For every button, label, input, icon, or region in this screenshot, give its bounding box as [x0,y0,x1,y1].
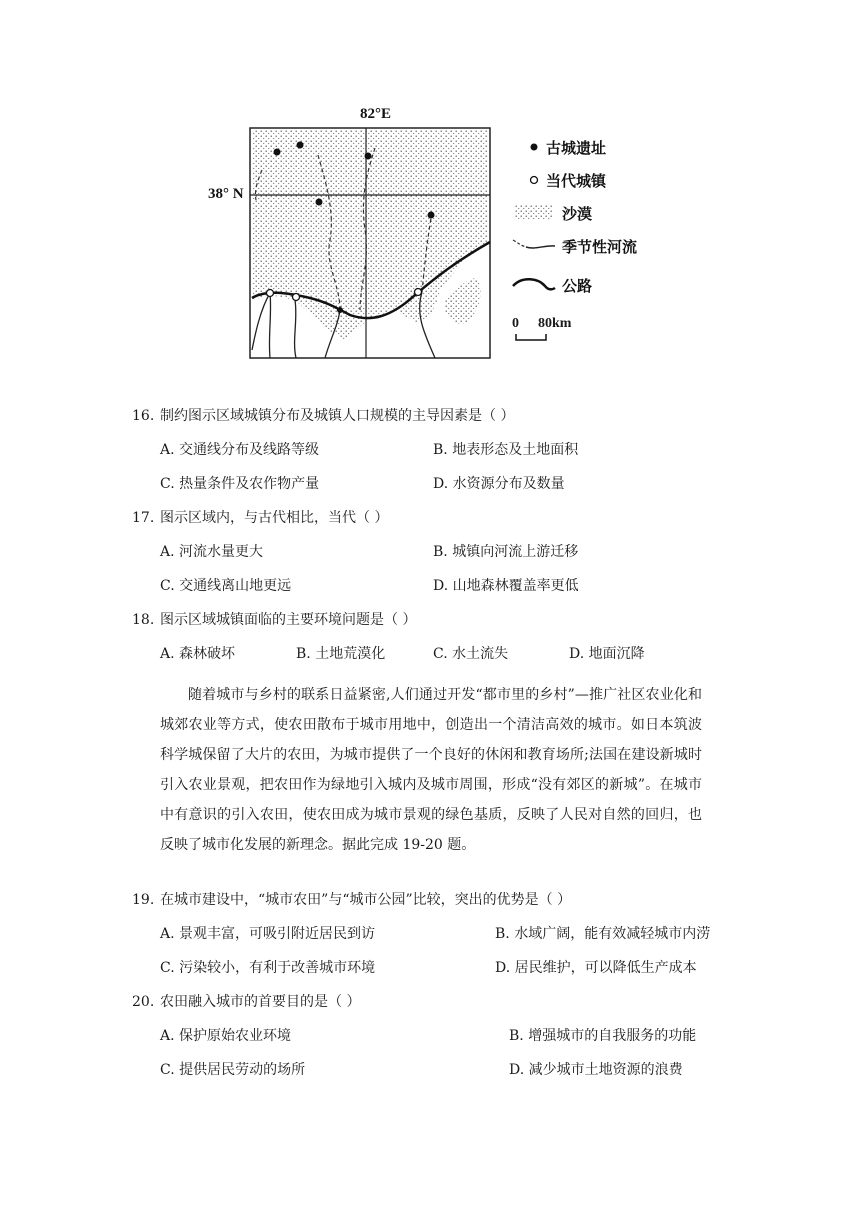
option-b: B. 增强城市的自我服务的功能 [509,1028,697,1044]
modern-town [293,294,300,301]
longitude-label: 82°E [360,106,392,122]
option-b: B. 地表形态及土地面积 [433,442,579,458]
option-d: D. 水资源分布及数量 [433,476,565,492]
option-c: C. 热量条件及农作物产量 [160,476,320,492]
legend-ancient-city: 古城遗址 [546,139,607,157]
scale-bar [516,334,546,340]
question-number: 16. [132,408,155,424]
reading-passage: 随着城市与乡村的联系日益紧密,人们通过开发“都市里的乡村”—推广社区农业化和城郊农业等方式，使农田散布于城市用地中，创造出一个清洁高效的城市。如日本筑波科学城保留了大片的农田，为城市提供了一个良好的休闲和教育场所;法国在建设新城时引入农业景观，把农田作为绿地引入城内及城市周围，形成“没有郊区的新城”。在城市中有意识的引入农田，使农田成为城市景观的绿色基质，反映了人民对自然的回归，也反映了城市化发展的新理念。据此完成 19-20 题。 [160,687,702,853]
option-b: B. 城镇向河流上游迁移 [433,544,579,560]
option-d: D. 减少城市土地资源的浪费 [509,1062,683,1078]
map-figure [200,100,680,370]
option-c: C. 交通线离山地更远 [160,578,292,594]
option-a: A. 景观丰富，可吸引附近居民到访 [160,926,376,942]
legend-seasonal-river: 季节性河流 [562,238,638,256]
ancient-city-site [428,212,435,219]
option-a: A. 河流水量更大 [160,544,264,560]
scale-zero: 0 [512,316,519,331]
option-c: C. 提供居民劳动的场所 [160,1062,306,1078]
option-b: B. 水域广阔，能有效减轻城市内涝 [495,926,711,942]
scale-label: 80km [538,316,572,331]
desert-swatch-icon [515,204,553,220]
option-c: C. 污染较小，有利于改善城市环境 [160,960,376,976]
ancient-city-site [337,307,343,313]
road-line-icon [513,279,555,289]
question-stem: 制约图示区域城镇分布及城镇人口规模的主导因素是（ ） [160,408,515,424]
question-number: 17. [132,510,155,526]
legend-desert: 沙漠 [562,205,593,223]
question-number: 20. [132,994,155,1010]
option-a: A. 森林破坏 [160,646,236,662]
latitude-label: 38° N [208,186,244,202]
question-stem: 图示区域内，与古代相比，当代（ ） [160,510,389,526]
question-stem: 在城市建设中，“城市农田”与“城市公园”比较，突出的优势是（ ） [160,892,572,908]
option-a: A. 保护原始农业环境 [160,1028,292,1044]
option-d: D. 地面沉降 [569,646,645,662]
seasonal-river-icon-solid [526,246,555,248]
question-stem: 图示区域城镇面临的主要环境问题是（ ） [160,612,417,628]
question-number: 19. [132,892,155,908]
ancient-city-site [274,149,281,156]
legend-modern-town: 当代城镇 [546,172,607,190]
question-number: 18. [132,612,155,628]
legend-road: 公路 [562,277,593,295]
map-svg [200,100,680,370]
ancient-city-site [297,142,304,149]
option-d: D. 居民维护，可以降低生产成本 [495,960,697,976]
seasonal-river-icon [513,240,526,247]
option-a: A. 交通线分布及线路等级 [160,442,320,458]
question-stem: 农田融入城市的首要目的是（ ） [160,994,361,1010]
modern-town [267,290,274,297]
ancient-city-site [365,153,372,160]
modern-town [415,289,422,296]
option-b: B. 土地荒漠化 [296,646,386,662]
ancient-city-site [316,199,323,206]
option-c: C. 水土流失 [433,646,509,662]
option-d: D. 山地森林覆盖率更低 [433,578,579,594]
filled-dot-icon [531,144,538,151]
hollow-dot-icon [531,177,538,184]
